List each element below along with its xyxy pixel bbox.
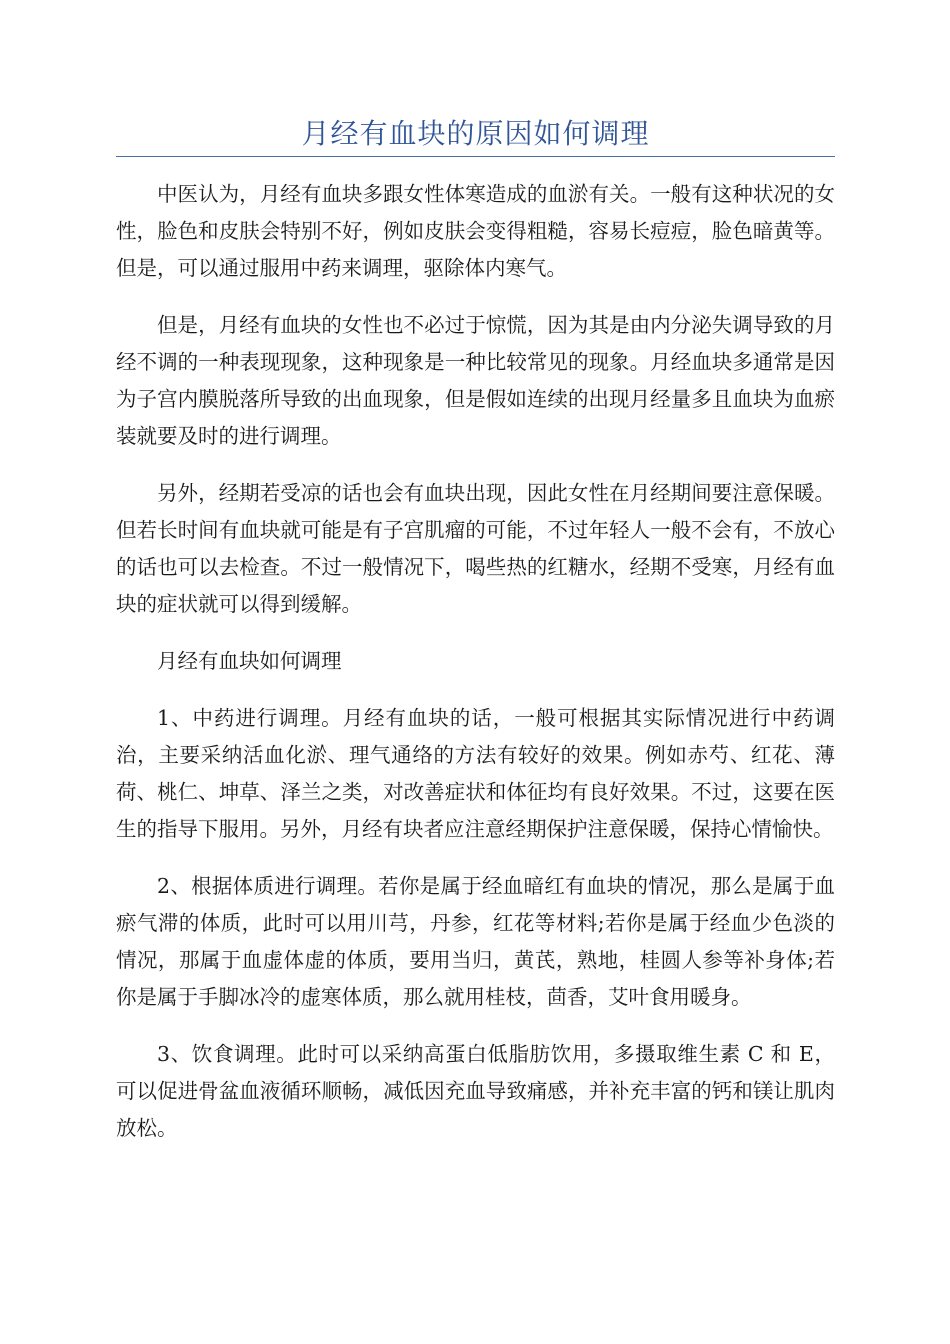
page-title: 月经有血块的原因如何调理 (301, 117, 650, 150)
paragraph-endocrine: 但是，月经有血块的女性也不必过于惊慌，因为其是由内分泌失调导致的月经不调的一种表现现象，这种现象是一种比较常见的现象。月经血块多通常是因为子宫内膜脱落所导致的出血现象，但是假如连续的出现月经量多且血块为血瘀装就要及时的进行调理。 (116, 313, 835, 448)
document-body (116, 176, 835, 1167)
paragraph-item-2: 2、根据体质进行调理。若你是属于经血暗红有血块的情况，那么是属于血瘀气滞的体质，此时可以用川芎，丹参，红花等材料;若你是属于经血少色淡的情况，那属于血虚体虚的体质，要用当归，黄芪，熟地，桂圆人参等补身体;若你是属于手脚冰冷的虚寒体质，那么就用桂枝，茴香，艾叶食用暖身。 (116, 874, 835, 1009)
paragraph-item-3: 3、饮食调理。此时可以采纳高蛋白低脂肪饮用，多摄取维生素 C 和 E，可以促进骨盆血液循环顺畅，减低因充血导致痛感，并补充丰富的钙和镁让肌肉放松。 (116, 1042, 835, 1140)
paragraph-item-1: 1、中药进行调理。月经有血块的话，一般可根据其实际情况进行中药调治，主要采纳活血化淤、理气通络的方法有较好的效果。例如赤芍、红花、薄荷、桃仁、坤草、泽兰之类，对改善症状和体征均有良好效果。不过，这要在医生的指导下服用。另外，月经有块者应注意经期保护注意保暖，保持心情愉快。 (116, 706, 835, 841)
paragraph-intro: 中医认为，月经有血块多跟女性体寒造成的血淤有关。一般有这种状况的女性，脸色和皮肤会特别不好，例如皮肤会变得粗糙，容易长痘痘，脸色暗黄等。但是，可以通过服用中药来调理，驱除体内寒气。 (116, 182, 835, 280)
paragraph-cold: 另外，经期若受凉的话也会有血块出现，因此女性在月经期间要注意保暖。但若长时间有血块就可能是有子宫肌瘤的可能，不过年轻人一般不会有，不放心的话也可以去检查。不过一般情况下，喝些热的红糖水，经期不受寒，月经有血块的症状就可以得到缓解。 (116, 481, 835, 616)
section-heading: 月经有血块如何调理 (157, 649, 342, 673)
title-block (116, 112, 835, 157)
